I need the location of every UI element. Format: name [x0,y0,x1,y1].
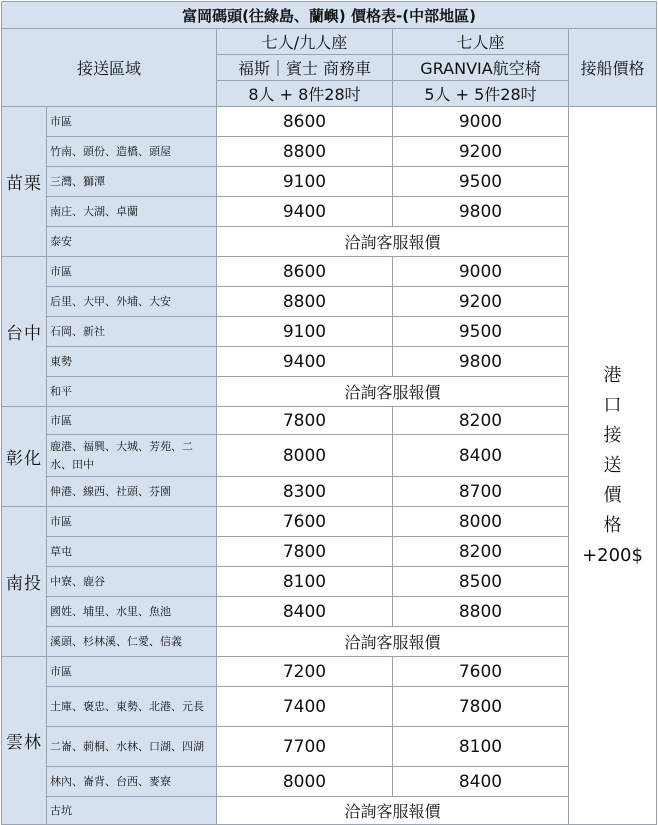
area-name: 國姓、埔里、水里、魚池 [47,597,217,627]
quote-on-request: 洽詢客服報價 [217,627,569,657]
region-name: 彰化 [2,407,47,507]
table-row [2,477,657,507]
table-row [2,347,657,377]
price-vehicle-a: 8400 [217,597,393,627]
price-vehicle-b: 9800 [393,347,569,377]
price-vehicle-b: 9000 [393,257,569,287]
price-vehicle-a: 8600 [217,107,393,137]
price-vehicle-a: 7700 [217,727,393,767]
price-vehicle-a: 8000 [217,767,393,797]
area-name: 泰安 [47,227,217,257]
area-name: 市區 [47,507,217,537]
harbor-surcharge-note [569,107,657,825]
area-name: 伸港、線西、社頭、芬園 [47,477,217,507]
area-name: 和平 [47,377,217,407]
region-name: 雲林 [2,657,47,825]
price-vehicle-a: 8800 [217,137,393,167]
quote-on-request: 洽詢客服報價 [217,377,569,407]
price-vehicle-a: 9400 [217,197,393,227]
area-name: 草屯 [47,537,217,567]
table-row [2,567,657,597]
region-name: 南投 [2,507,47,657]
table-row [2,627,657,657]
table-title: 富岡碼頭(往綠島、蘭嶼) 價格表-(中部地區) [2,2,657,29]
region-name: 苗栗 [2,107,47,257]
price-vehicle-b: 8000 [393,507,569,537]
price-vehicle-b: 8700 [393,477,569,507]
area-name: 市區 [47,257,217,287]
price-vehicle-b: 7600 [393,657,569,687]
harbor-price-header: 接船價格 [569,29,657,107]
harbor-note-char: 格 [603,514,622,536]
area-name: 溪頭、杉林溪、仁愛、信義 [47,627,217,657]
harbor-note-char: 接 [603,424,622,446]
area-name: 古坑 [47,797,217,825]
area-name: 二崙、莿桐、水林、口湖、四湖 [47,727,217,767]
harbor-note-char: 送 [603,454,622,476]
price-vehicle-a: 9400 [217,347,393,377]
area-name: 竹南、頭份、造橋、頭屋 [47,137,217,167]
price-vehicle-a: 8800 [217,287,393,317]
price-vehicle-b: 9800 [393,197,569,227]
harbor-note-char: 港 [603,364,622,386]
price-vehicle-a: 7400 [217,687,393,727]
price-vehicle-b: 8200 [393,537,569,567]
area-name: 市區 [47,107,217,137]
price-vehicle-b: 8400 [393,767,569,797]
price-vehicle-b: 7800 [393,687,569,727]
area-name: 東勢 [47,347,217,377]
quote-on-request: 洽詢客服報價 [217,227,569,257]
vehicle-b-seats: 七人座 [393,29,569,55]
area-name: 市區 [47,407,217,435]
vehicle-b-model: GRANVIA航空椅 [393,55,569,81]
area-name: 土庫、褒忠、東勢、北港、元長 [47,687,217,727]
price-vehicle-b: 8400 [393,435,569,477]
table-row [2,597,657,627]
table-row [2,317,657,347]
table-row [2,727,657,767]
price-vehicle-b: 9500 [393,167,569,197]
table-row [2,767,657,797]
price-vehicle-b: 8200 [393,407,569,435]
table-row [2,507,657,537]
vehicle-a-capacity: 8人 + 8件28吋 [217,81,393,107]
table-row [2,657,657,687]
price-vehicle-a: 8300 [217,477,393,507]
table-row [2,687,657,727]
price-vehicle-a: 9100 [217,317,393,347]
harbor-surcharge-amount: +200$ [582,544,643,566]
price-vehicle-b: 9200 [393,137,569,167]
price-vehicle-b: 8800 [393,597,569,627]
area-name: 后里、大甲、外埔、大安 [47,287,217,317]
title-row [2,2,657,29]
area-name: 石岡、新社 [47,317,217,347]
region-name: 台中 [2,257,47,407]
area-name: 中寮、鹿谷 [47,567,217,597]
price-vehicle-a: 7800 [217,407,393,435]
price-vehicle-a: 8000 [217,435,393,477]
table-row [2,377,657,407]
table-row [2,137,657,167]
table-row [2,167,657,197]
vehicle-a-seats: 七人/九人座 [217,29,393,55]
header-row-seats [2,29,657,55]
price-vehicle-b: 9500 [393,317,569,347]
price-vehicle-a: 8100 [217,567,393,597]
price-vehicle-b: 8500 [393,567,569,597]
price-vehicle-b: 9200 [393,287,569,317]
harbor-note-char: 口 [603,394,622,416]
area-name: 三灣、獅潭 [47,167,217,197]
price-table [1,1,657,825]
table-row [2,227,657,257]
table-row [2,287,657,317]
price-vehicle-a: 9100 [217,167,393,197]
area-name: 林內、崙背、台西、麥寮 [47,767,217,797]
table-row [2,435,657,477]
table-row [2,797,657,825]
table-row [2,407,657,435]
area-name: 市區 [47,657,217,687]
price-vehicle-b: 8100 [393,727,569,767]
price-vehicle-a: 7800 [217,537,393,567]
area-name: 南庄、大湖、卓蘭 [47,197,217,227]
table-row [2,537,657,567]
table-row [2,257,657,287]
table-row [2,197,657,227]
vehicle-b-capacity: 5人 + 5件28吋 [393,81,569,107]
area-name: 鹿港、福興、大城、芳苑、二水、田中 [47,435,217,477]
area-header: 接送區域 [2,29,217,107]
vehicle-a-model: 福斯｜賓士 商務車 [217,55,393,81]
price-vehicle-a: 7600 [217,507,393,537]
quote-on-request: 洽詢客服報價 [217,797,569,825]
table-row [2,107,657,137]
price-vehicle-a: 8600 [217,257,393,287]
price-vehicle-a: 7200 [217,657,393,687]
price-vehicle-b: 9000 [393,107,569,137]
harbor-note-char: 價 [603,484,622,506]
